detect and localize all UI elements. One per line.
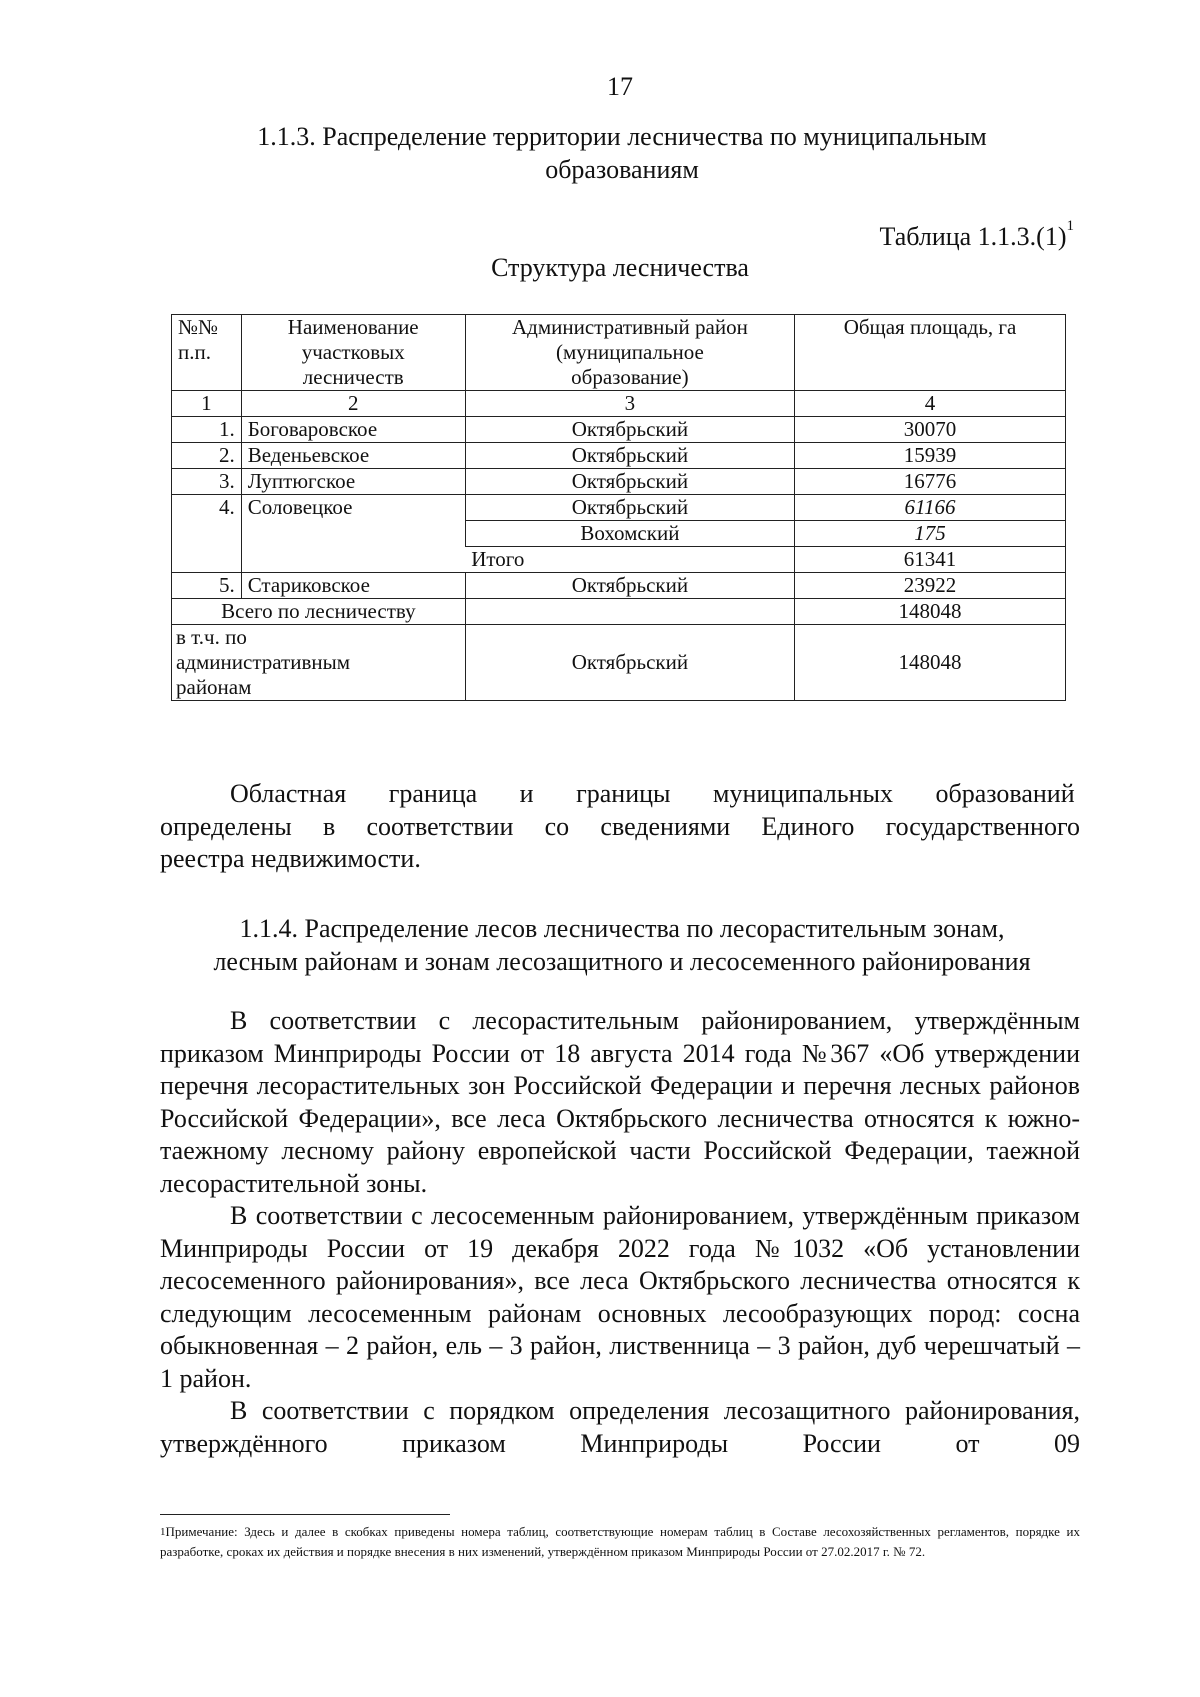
subtotal-label: Итого [465, 547, 794, 573]
heading-line: 1.1.3. Распределение территории лесничества по муниципальным [257, 122, 987, 151]
total-label: Всего по лесничеству [172, 599, 466, 625]
header-cell-name: Наименование участковых лесничеств [241, 315, 465, 391]
row-district: Вохомский [465, 521, 794, 547]
row-number: 3. [172, 469, 242, 495]
footnote-mark: 1 [160, 1526, 166, 1538]
footnote-separator [160, 1514, 450, 1515]
row-name: Луптюгское [241, 469, 465, 495]
row-district: Октябрьский [465, 495, 794, 521]
page-number: 17 [607, 72, 633, 101]
by-district-label: в т.ч. по административным районам [172, 625, 466, 701]
row-number: 5. [172, 573, 242, 599]
row-number: 4. [172, 495, 242, 573]
row-district: Октябрьский [465, 573, 794, 599]
row-name: Стариковское [241, 573, 465, 599]
table-row [172, 443, 1066, 469]
row-area: 15939 [795, 443, 1066, 469]
table-row [172, 417, 1066, 443]
total-area: 148048 [795, 599, 1066, 625]
heading-line: 1.1.4. Распределение лесов лесничества по лесорастительным зонам, [239, 914, 1005, 943]
header-cell-area: Общая площадь, га [795, 315, 1066, 391]
paragraph: В соответствии с лесосеменным районированием, утверждённым приказом Минприроды России от 19 декабря 2022 года №1032 «Об установлении лесосеменного районирования», все леса Октябрьского лесничества относятся к следующим лесосеменным районам основных лесообразующих пород: сосна обыкновенная – 2 район, ель – 3 район, лиственница – 3 район, дуб черешчатый – 1 район. [160, 1201, 1080, 1393]
footnote-mark: 1 [1066, 218, 1074, 234]
paragraph-line: Областная граница и границы муниципальных образований [230, 779, 1075, 808]
paragraph-border [160, 778, 1080, 876]
table-district-row [172, 625, 1066, 701]
paragraph: В соответствии с порядком определения лесозащитного районирования, утверждённого приказом Минприроды России от 09 [160, 1396, 1080, 1458]
table-row [172, 547, 1066, 573]
by-district-name: Октябрьский [465, 625, 794, 701]
by-district-area: 148048 [795, 625, 1066, 701]
paragraph-line: реестра недвижимости. [160, 844, 421, 873]
section-heading-1-1-3 [150, 120, 1094, 186]
row-number: 2. [172, 443, 242, 469]
row-area: 175 [795, 521, 1066, 547]
paragraph: В соответствии с лесорастительным районированием, утверждённым приказом Минприроды России от 18 августа 2014 года №367 «Об утверждении перечня лесорастительных зон Российской Федерации и перечня лесных районов Российской Федерации», все леса Октябрьского лесничества относятся к южно-таежному лесному району европейской части Российской Федерации, таежной лесорастительной зоны. [160, 1006, 1080, 1198]
body-text [160, 1005, 1080, 1460]
footnote: $^1$Примечание: Здесь и далее в скобках приведены номера таблиц, соответствующие номерам таблиц в Составе лесохозяйственных регламентов, порядке их разработке, сроках их действия и порядке внесения в них изменений, утверждённом приказом Минприроды России от 27.02.2017 г. № 72. [160, 1524, 1080, 1559]
column-number-cell: 4 [795, 391, 1066, 417]
forestry-structure-table [171, 314, 1066, 701]
paragraph-line: определены в соответствии со сведениями Единого государственного [160, 811, 1080, 841]
table-row [172, 495, 1066, 521]
row-district: Октябрьский [465, 443, 794, 469]
row-district: Октябрьский [465, 469, 794, 495]
heading-line: образованиям [545, 155, 699, 184]
row-name: Боговаровское [241, 417, 465, 443]
column-number-cell: 1 [172, 391, 242, 417]
table-total-row [172, 599, 1066, 625]
row-district: Октябрьский [465, 417, 794, 443]
heading-line: лесным районам и зонам лесозащитного и лесосеменного районирования [213, 947, 1031, 976]
row-area: 23922 [795, 573, 1066, 599]
subtotal-area: 61341 [795, 547, 1066, 573]
table-label: Таблица $1.1.3.(1)^1$ [879, 218, 1074, 251]
table-header-row [172, 315, 1066, 391]
row-area: 61166 [795, 495, 1066, 521]
column-number-cell: 2 [241, 391, 465, 417]
column-number-cell: 3 [465, 391, 794, 417]
row-name: Соловецкое [241, 495, 465, 547]
row-area: 16776 [795, 469, 1066, 495]
row-name: Веденьевское [241, 443, 465, 469]
table-row [172, 573, 1066, 599]
empty-cell [465, 599, 794, 625]
empty-cell [241, 547, 465, 573]
header-cell-district: Административный район (муниципальное образование) [465, 315, 794, 391]
header-cell-number: №№ п.п. [172, 315, 242, 391]
row-area: 30070 [795, 417, 1066, 443]
section-heading-1-1-4 [150, 912, 1094, 978]
table-row [172, 391, 1066, 417]
row-number: 1. [172, 417, 242, 443]
table-row [172, 469, 1066, 495]
table-title: Структура лесничества [491, 253, 749, 282]
